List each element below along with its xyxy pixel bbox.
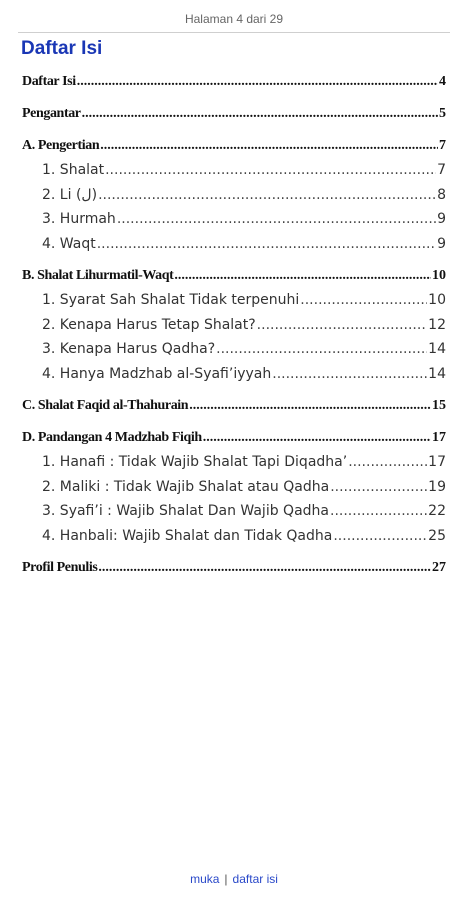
home-link[interactable]: muka [190,872,220,886]
toc-entry-page: 15 [432,398,446,413]
toc-subentry[interactable] [22,524,446,549]
toc-title: Daftar Isi [21,38,103,59]
toc-subentry[interactable] [22,362,446,387]
toc-entry-label: A. Pengertian [22,138,100,153]
toc-entry-label: 3. Kenapa Harus Qadha? [42,341,216,357]
toc-entry-label: 1. Hanafi : Tidak Wajib Shalat Tapi Diqadha’ [42,454,348,470]
toc-subentry[interactable] [22,450,446,475]
toc-entry-page: 12 [428,316,446,333]
toc-entry[interactable] [22,102,446,126]
toc-entry-label: Daftar Isi [22,74,76,89]
dot-leader [330,499,427,524]
dot-leader [257,313,428,338]
toc-subentry[interactable] [22,337,446,362]
toc-subentry[interactable] [22,313,446,338]
dot-leader [117,207,436,232]
dot-leader [216,337,427,362]
dot-leader [105,158,436,183]
toc-entry-label: C. Shalat Faqid al-Thahurain [22,398,189,413]
toc-entry-page: 22 [428,503,446,519]
dot-leader [77,70,438,94]
toc-entry-page: 10 [432,268,446,283]
dot-leader [348,450,427,475]
toc-entry-label: 3. Hurmah [42,211,116,227]
toc-entry-page: 8 [437,186,446,203]
header-divider [18,32,450,33]
dot-leader [330,475,427,500]
toc-subentry[interactable] [22,475,446,500]
toc-entry[interactable] [22,394,446,418]
toc-entry-label: 2. Maliki : Tidak Wajib Shalat atau Qadha [42,478,330,495]
dot-leader [98,556,431,580]
toc-subentry[interactable] [22,183,446,208]
toc-entry-page: 5 [439,106,446,121]
toc-entry-page: 9 [437,235,446,252]
toc-entry-label: 3. Syafi’i : Wajib Shalat Dan Wajib Qadha [42,503,329,519]
toc-entry-page: 14 [428,341,446,357]
toc-entry-page: 9 [437,211,446,227]
toc-subentry[interactable] [22,499,446,524]
toc-entry-label: 1. Shalat [42,162,105,178]
toc-entry-page: 7 [439,138,446,153]
dot-leader [300,288,427,313]
toc-entry-page: 4 [439,74,446,89]
dot-leader [189,394,431,418]
toc-entry[interactable] [22,70,446,94]
toc-spacer [22,548,446,556]
dot-leader [272,362,427,387]
dot-leader [333,524,427,549]
toc-entry-page: 10 [428,292,446,308]
toc-entry-page: 14 [428,365,446,382]
toc-entry[interactable] [22,264,446,288]
toc-entry[interactable] [22,426,446,450]
toc-entry-label: 1. Syarat Sah Shalat Tidak terpenuhi [42,292,300,308]
toc-subentry[interactable] [22,232,446,257]
dot-leader [98,183,436,208]
dot-leader [82,102,438,126]
toc-entry-label: Profil Penulis [22,560,98,575]
toc-entry-label: 4. Waqt [42,235,96,252]
dot-leader [100,134,438,158]
page-indicator: Halaman 4 dari 29 [184,12,284,26]
toc-spacer [22,94,446,102]
toc-subentry[interactable] [22,158,446,183]
toc-spacer [22,418,446,426]
toc-entry[interactable] [22,134,446,158]
toc-entry-page: 19 [428,478,446,495]
toc-subentry[interactable] [22,288,446,313]
toc-entry-label: 2. Li (ل) [42,186,98,203]
toc-spacer [22,386,446,394]
table-of-contents [22,70,446,580]
toc-entry-page: 27 [432,560,446,575]
dot-leader [174,264,431,288]
toc-entry-label: D. Pandangan 4 Madzhab Fiqih [22,430,202,445]
toc-entry-label: 4. Hanya Madzhab al-Syafi’iyyah [42,365,272,382]
toc-entry-label: Pengantar [22,106,81,121]
toc-entry-page: 7 [437,162,446,178]
toc-entry-page: 17 [428,454,446,470]
toc-spacer [22,256,446,264]
toc-entry-label: B. Shalat Lihurmatil-Waqt [22,268,174,283]
footer-nav [0,872,468,886]
footer-separator: | [224,872,228,886]
toc-subentry[interactable] [22,207,446,232]
toc-spacer [22,126,446,134]
dot-leader [97,232,436,257]
toc-entry-page: 25 [428,527,446,544]
toc-entry[interactable] [22,556,446,580]
toc-link[interactable]: daftar isi [232,872,278,886]
dot-leader [203,426,431,450]
toc-entry-label: 2. Kenapa Harus Tetap Shalat? [42,316,256,333]
toc-entry-label: 4. Hanbali: Wajib Shalat dan Tidak Qadha [42,527,333,544]
toc-entry-page: 17 [432,430,446,445]
